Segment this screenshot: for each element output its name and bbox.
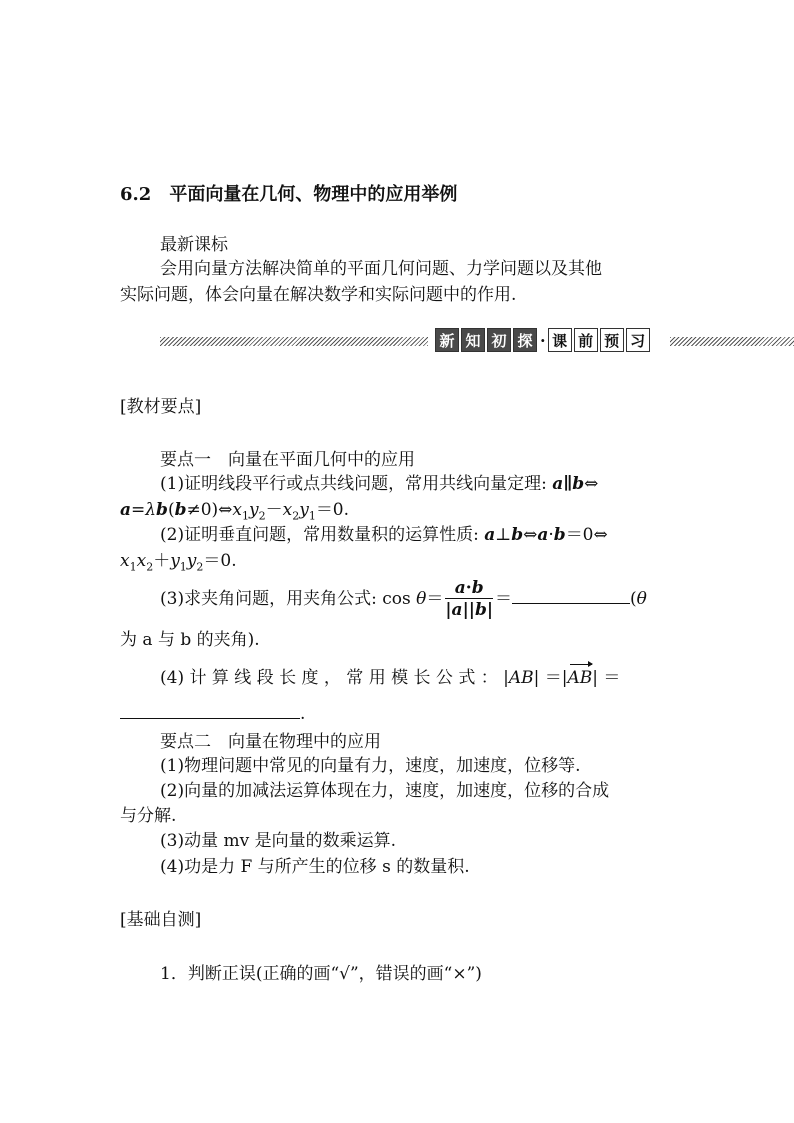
point1-item4-text: (4) 计 算 线 段 长 度 ， 常 用 模 长 公 式 ： [160,668,498,688]
point1-heading: 要点一 向量在平面几何中的应用 [160,450,415,470]
parallel-formula: a∥b [552,474,585,494]
textbook-points-heading: [教材要点] [120,397,202,417]
blank-length-formula[interactable] [120,700,300,719]
self-test-heading: [基础自测] [120,910,202,930]
intro-heading: 最新课标 [160,235,228,255]
intro-line-1: 会用向量方法解决简单的平面几何问题、力学问题以及其他 [160,259,602,279]
intro-line-2: 实际问题，体会向量在解决数学和实际问题中的作用. [120,285,517,305]
angle-fraction: $\frac{a\cdot b}{|a||b|}$ [445,578,494,620]
section-title: 6.2 平面向量在几何、物理中的应用举例 [120,184,458,205]
point2-item3: (3)动量 mv 是向量的数乘运算. [160,831,397,851]
banner-box-4: 探 [513,328,537,352]
point1-item1: (1)证明线段平行或点共线问题，常用共线向量定理: a∥b⇔ [160,474,599,494]
section-banner [160,328,794,352]
point1-item4: (4) 计 算 线 段 长 度 ， 常 用 模 长 公 式 ： |AB| ＝|AB| ＝ [160,668,621,688]
banner-box-3: 初 [487,328,511,352]
point1-item1-text: (1)证明线段平行或点共线问题，常用共线向量定理: [160,474,547,494]
self-test-question-1: 1．判断正误(正确的画“√”，错误的画“×”) [160,964,482,984]
banner-box-1: 新 [435,328,459,352]
point2-item2-line1: (2)向量的加减法运算体现在力，速度，加速度，位移的合成 [160,781,610,801]
point1-item3-text: (3)求夹角问题，用夹角公式: [160,589,377,609]
banner-box-6: 前 [574,328,598,352]
point1-item2-text: (2)证明垂直问题，常用数量积的运算性质: [160,525,479,545]
banner-hatch-left [160,337,428,346]
banner-boxes [435,328,652,352]
banner-box-7: 预 [600,328,624,352]
point2-item4: (4)功是力 F 与所产生的位移 s 的数量积. [160,857,470,877]
point1-item3: (3)求夹角问题，用夹角公式: cos θ＝ $\frac{a\cdot b}{|a||b|}$ ＝ (θ [160,578,647,620]
point1-item1-cont: $a=\lambda b(b\ne 0)\Leftrightarrow x_1y_2-x_2y_1=0$. [120,500,350,523]
point2-item2-line2: 与分解. [120,806,177,826]
point1-item4-cont: . [120,700,305,726]
banner-box-2: 知 [461,328,485,352]
point2-heading: 要点二 向量在物理中的应用 [160,732,381,752]
vector-ab: AB [567,668,593,688]
banner-box-5: 课 [548,328,572,352]
point2-item1: (1)物理问题中常见的向量有力，速度，加速度，位移等. [160,756,581,776]
banner-hatch-right [670,337,794,346]
point1-item3-cont: 为 a 与 b 的夹角). [120,630,260,650]
banner-box-8: 习 [626,328,650,352]
blank-angle-formula[interactable] [512,585,630,604]
point1-item2-cont: $x_1x_2+y_1y_2=0$. [120,551,237,574]
banner-separator: · [540,330,546,350]
point1-item2: (2)证明垂直问题，常用数量积的运算性质: a⊥b⇔a·b＝0⇔ [160,525,608,545]
